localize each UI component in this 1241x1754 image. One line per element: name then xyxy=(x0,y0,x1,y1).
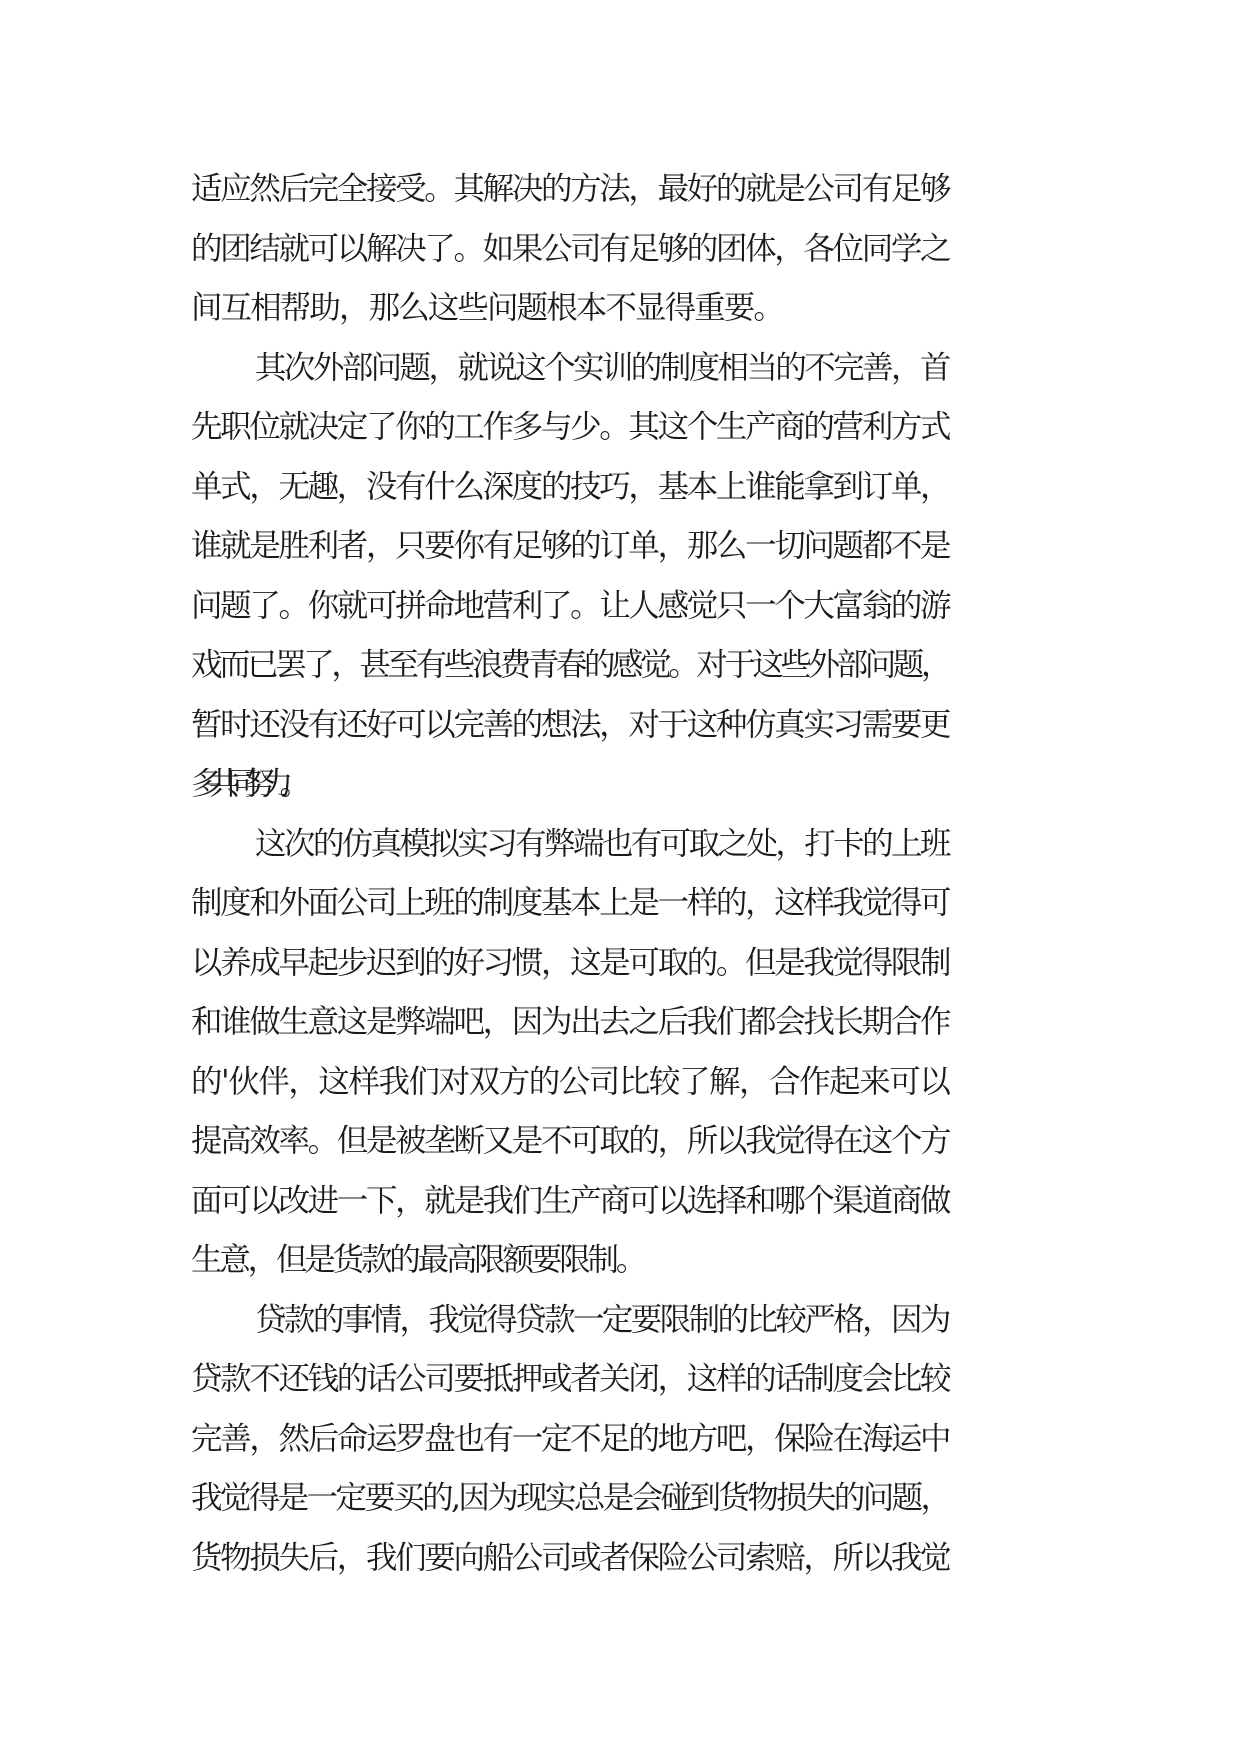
text-line: 间互相帮助，那么这些问题根本不显得重要。 xyxy=(191,290,784,326)
text-line: 和谁做生意这是弊端吧，因为出去之后我们都会找长期合作 xyxy=(191,1004,950,1040)
text-line: 多共同努力。 xyxy=(191,766,298,802)
text-line: 生意，但是货款的最高限额要限制。 xyxy=(191,1242,645,1278)
text-line: 制度和外面公司上班的制度基本上是一样的，这样我觉得可 xyxy=(191,885,950,921)
text-line: 谁就是胜利者，只要你有足够的订单，那么一切问题都不是 xyxy=(191,528,950,564)
paragraph-first-line: 贷款的事情，我觉得贷款一定要限制的比较严格，因为 xyxy=(255,1301,949,1338)
text-line: 适应然后完全接受。其解决的方法，最好的就是公司有足够 xyxy=(191,171,950,207)
text-line: 戏而已罢了，甚至有些浪费青春的感觉。对于这些外部问题， xyxy=(191,647,949,683)
text-line: 以养成早起步迟到的好习惯，这是可取的。但是我觉得限制 xyxy=(191,944,950,981)
text-line: 暂时还没有还好可以完善的想法，对于这种仿真实习需要更 xyxy=(191,706,950,743)
text-line: 我觉得是一定要买的,因为现实总是会碰到货物损失的问题， xyxy=(191,1480,950,1516)
text-line: 单式，无趣，没有什么深度的技巧，基本上谁能拿到订单， xyxy=(191,468,950,505)
text-line: 的团结就可以解决了。如果公司有足够的团体，各位同学之 xyxy=(191,230,950,267)
paragraph-first-line: 其次外部问题，就说这个实训的制度相当的不完善，首 xyxy=(255,349,949,386)
text-line: 完善，然后命运罗盘也有一定不足的地方吧，保险在海运中 xyxy=(191,1420,950,1457)
text-line: 提高效率。但是被垄断又是不可取的，所以我觉得在这个方 xyxy=(191,1123,950,1159)
text-line: 问题了。你就可拼命地营利了。让人感觉只一个大富翁的游 xyxy=(191,587,950,624)
text-line: 贷款不还钱的话公司要抵押或者关闭，这样的话制度会比较 xyxy=(191,1361,950,1397)
text-line: 货物损失后，我们要向船公司或者保险公司索赔，所以我觉 xyxy=(191,1539,950,1576)
paragraph-first-line: 这次的仿真模拟实习有弊端也有可取之处，打卡的上班 xyxy=(255,825,949,862)
text-line: 先职位就决定了你的工作多与少。其这个生产商的营利方式 xyxy=(191,409,950,445)
text-line: 的'伙伴，这样我们对双方的公司比较了解，合作起来可以 xyxy=(191,1063,950,1100)
text-line: 面可以改进一下，就是我们生产商可以选择和哪个渠道商做 xyxy=(191,1182,950,1219)
document-body xyxy=(191,160,1051,1588)
